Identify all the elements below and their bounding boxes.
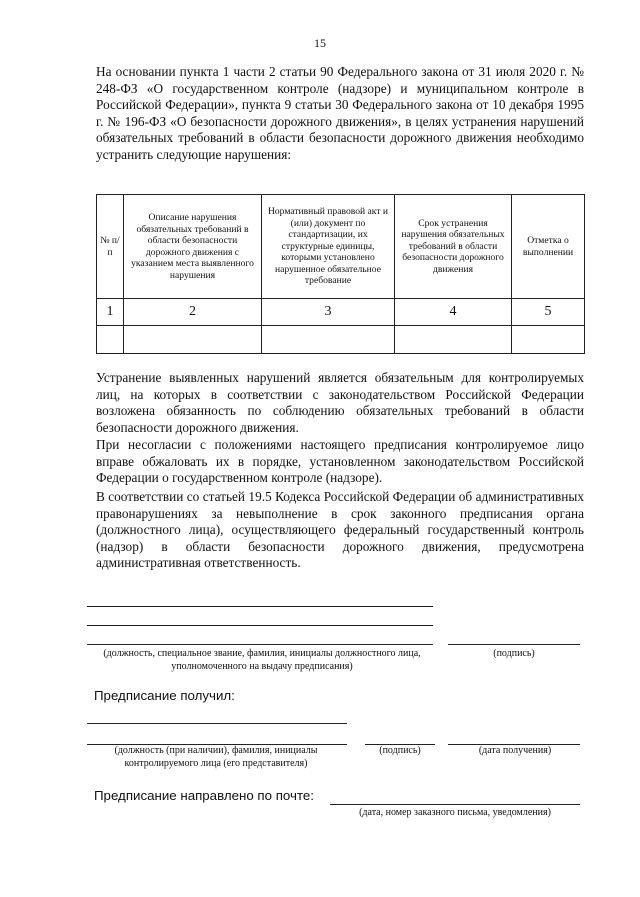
empty-cell	[262, 326, 395, 354]
page-number: 15	[314, 36, 326, 50]
empty-cell	[124, 326, 262, 354]
signature-line	[448, 644, 580, 645]
signature-caption: (подпись)	[493, 648, 535, 659]
signature-line	[87, 644, 433, 645]
header-cell-number: № п/п	[97, 195, 124, 299]
intro-paragraph: На основании пункта 1 части 2 статьи 90 Федерального закона от 31 июля 2020 г. № 248-ФЗ «О государственном контроле (надзоре) и муниципальном контроле в Российской Федерации», пункта 9 статьи 30 Федерального закона от 10 декабря 1995 г. № 196-ФЗ «О безопасности дорожного движения», в целях устранения нарушений обязательных требований в области безопасности дорожного движения необходимо устранить следующие нарушения:	[96, 64, 584, 162]
obligation-paragraph: Устранение выявленных нарушений является обязательным для контролируемых лиц, на которых в соответствии с законодательством Российской Федерации возложена обязанность по соблюдению обязательных требований в области безопасности дорожного движения.	[96, 370, 584, 435]
signature-line	[330, 804, 580, 805]
empty-cell	[97, 326, 124, 354]
table-row-column-numbers	[97, 299, 585, 326]
appeal-paragraph: При несогласии с положениями настоящего предписания контролируемое лицо вправе обжаловать их в порядке, установленном законодательством Российской Федерации о государственном контроле (надзоре).	[96, 437, 584, 486]
header-cell-completion-mark: Отметка о выполнении	[512, 195, 585, 299]
mailed-caption: (дата, номер заказного письма, уведомления)	[359, 807, 551, 818]
column-number-cell: 2	[124, 299, 262, 326]
table-row-empty	[97, 326, 585, 354]
header-cell-normative-act: Нормативный правовой акт и (или) документ по стандартизации, их структурные единицы, которыми установлено нарушенное обязательное требование	[262, 195, 395, 299]
table-header-row	[97, 195, 585, 299]
column-number-cell: 5	[512, 299, 585, 326]
violations-table	[96, 194, 585, 354]
column-number-cell: 3	[262, 299, 395, 326]
signature-line	[87, 625, 433, 626]
mailed-label: Предписание направлено по почте:	[94, 788, 314, 803]
column-number-cell: 1	[97, 299, 124, 326]
column-number-cell: 4	[395, 299, 512, 326]
receiver-caption: (должность (при наличии), фамилия, инициалы контролируемого лица (его представителя)	[114, 745, 318, 769]
signature-line	[87, 723, 347, 724]
empty-cell	[512, 326, 585, 354]
header-cell-description: Описание нарушения обязательных требований в области безопасности дорожного движения с указанием места выявленного нарушения	[124, 195, 262, 299]
header-cell-deadline: Срок устранения нарушения обязательных требований в области безопасности дорожного движения	[395, 195, 512, 299]
received-label: Предписание получил:	[94, 688, 235, 703]
liability-paragraph: В соответствии со статьей 19.5 Кодекса Российской Федерации об административных правонарушениях за невыполнение в срок законного предписания органа (должностного лица), осуществляющего федеральный государственный контроль (надзор) в области безопасности дорожного движения, предусмотрена административная ответственность.	[96, 489, 584, 571]
receiver-signature-caption: (подпись)	[379, 745, 421, 756]
empty-cell	[395, 326, 512, 354]
signature-line	[87, 606, 433, 607]
receipt-date-caption: (дата получения)	[478, 745, 552, 756]
official-caption: (должность, специальное звание, фамилия, инициалы должностного лица, уполномоченного на выдачу предписания)	[103, 648, 421, 672]
